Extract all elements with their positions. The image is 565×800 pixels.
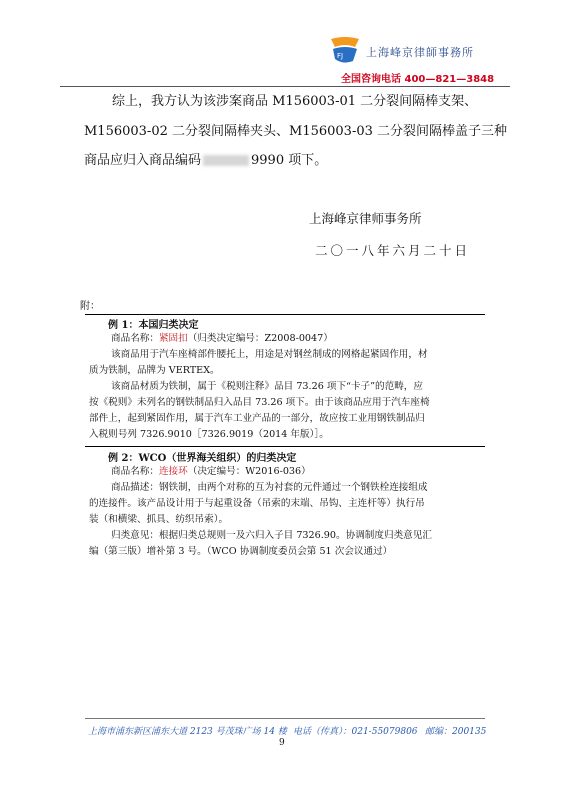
example-1-reason-line-3: 部件上，起到紧固作用，属于汽车工业产品的一部分，故应按工业用钢铁制品归 [89, 413, 425, 424]
redacted-code [203, 155, 249, 166]
example-2-divider [85, 446, 485, 447]
example-2-name-label: 商品名称： [111, 466, 159, 477]
example-1-name-value: 紧固扣 [158, 333, 188, 344]
footer-phone: 电话（传真）：021-55079806 [293, 727, 418, 737]
firm-logo-text: 上海峰京律師事務所 [366, 46, 474, 59]
example-1-name-label: 商品名称： [111, 333, 159, 344]
signature-date: 二〇一八年六月二十日 [315, 243, 471, 258]
footer-address: 上海市浦东新区浦东大道 2123 号茂珠广场 14 楼 [88, 727, 287, 737]
hotline [341, 70, 494, 85]
body-line-3 [84, 147, 327, 175]
hotline-label: 全国咨询电话 [341, 74, 401, 85]
page-number: 9 [279, 738, 285, 748]
example-1-desc-line-2: 质为铁制，品牌为 VERTEX。 [89, 365, 220, 376]
body-line-3-prefix: 商品应归入商品编码 [84, 153, 202, 168]
example-2-title: 例 2：WCO（世界海关组织）的归类决定 [108, 453, 297, 464]
example-1-title: 例 1：本国归类决定 [108, 320, 199, 331]
example-2-desc-line-2: 的连接件。该产品设计用于与起重设备（吊索的末端、吊钩、主连杆等）执行吊 [89, 498, 425, 509]
footer-divider [85, 718, 485, 719]
footer-postcode: 邮编：200135 [425, 727, 487, 737]
body-line-3-suffix: 9990 项下。 [251, 153, 328, 168]
signature-firm: 上海峰京律师事务所 [309, 211, 422, 226]
example-2-opinion-line-2: 编（第三版）增补第 3 号。（WCO 协调制度委员会第 51 次会议通过） [89, 546, 393, 557]
example-1-name [111, 331, 333, 347]
svg-text:FJ: FJ [337, 52, 344, 60]
example-2-desc-line-3: 装（和横梁、抓具、纺织吊索）。 [89, 514, 229, 525]
example-1-reason-line-1: 该商品材质为铁制，属于《税则注释》品目 73.26 项下“卡子”的范畴，应 [111, 381, 423, 392]
appendix-label: 附： [80, 301, 100, 312]
body-line-2: M156003-02 二分裂间隔棒夹头、M156003-03 二分裂间隔棒盖子三种 [84, 124, 508, 139]
header-divider [60, 86, 510, 87]
hotline-number: 400—821—3848 [404, 74, 495, 85]
firm-logo-icon [327, 35, 363, 65]
example-2-name-value: 连接环 [158, 466, 188, 477]
example-2-decision: （决定编号：W2016-036） [187, 466, 311, 477]
example-2-name [111, 464, 311, 480]
example-2-opinion-line-1: 归类意见：根据归类总规则一及六归入子目 7326.90。协调制度归类意见汇 [111, 530, 432, 541]
example-1-reason-line-4: 入税则号列 7326.9010［7326.9019（2014 年版）］。 [89, 429, 329, 440]
body-line-1: 综上，我方认为该涉案商品 M156003-01 二分裂间隔棒支架、 [112, 94, 478, 109]
example-1-reason-line-2: 按《税则》未列名的钢铁制品归入品目 73.26 项下。由于该商品应用于汽车座椅 [89, 397, 430, 408]
example-1-decision: （归类决定编号：Z2008-0047） [187, 333, 333, 344]
example-1-divider [85, 314, 485, 315]
example-2-desc-line-1: 商品描述：钢铁制，由两个对称的互为衬套的元件通过一个钢铁栓连接组成 [111, 482, 428, 493]
example-1-desc-line-1: 该商品用于汽车座椅部件腰托上，用途是对钢丝制成的网格起紧固作用，材 [111, 349, 428, 360]
